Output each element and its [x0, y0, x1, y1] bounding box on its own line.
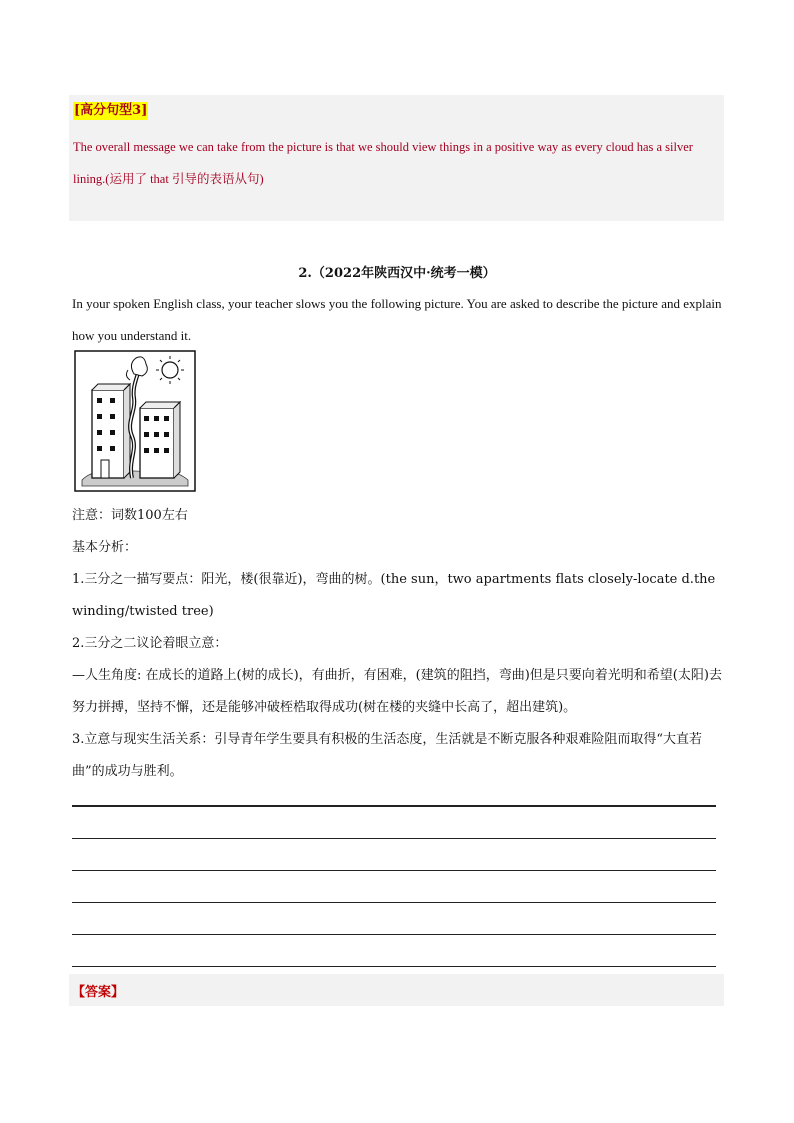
high-score-sentence-text: The overall message we can take from the picture is that we should view things in a positive way as every cloud has a silver lining.(运用了 that 引导的表语从句) — [73, 140, 693, 186]
answer-label: 【答案】 — [72, 985, 125, 1000]
answer-box — [69, 974, 724, 1006]
analysis-point-2-title: 2.三分之二议论着眼立意： — [72, 636, 228, 651]
question-heading: 2.（2022年陕西汉中·统考一模） — [298, 266, 496, 281]
writing-line[interactable] — [72, 871, 716, 903]
writing-line[interactable] — [72, 807, 716, 839]
analysis-title: 基本分析： — [72, 540, 138, 555]
word-count-note: 注意：词数100左右 — [72, 508, 188, 523]
analysis-point-2-text: —人生角度: 在成长的道路上(树的成长)，有曲折，有困难，(建筑的阻挡，弯曲)但是只要向着光明和希望(太阳)去努力拼搏，坚持不懈，还是能够冲破桎梏取得成功(树在楼的夹缝中长高了，超出建筑)。 — [72, 668, 722, 715]
high-score-sentence-box — [69, 95, 724, 221]
writing-line[interactable] — [72, 935, 716, 967]
question-intro: In your spoken English class, your teacher slows you the following picture. You are asked to describe the picture and explain how you understand it. — [72, 296, 722, 343]
analysis-point-3: 3.立意与现实生活关系：引导青年学生要具有积极的生活态度，生活就是不断克服各种艰难险阻而取得“大直若曲”的成功与胜利。 — [72, 732, 703, 779]
high-score-sentence-title: [高分句型3] — [74, 103, 148, 118]
writing-line[interactable] — [72, 839, 716, 871]
tree-between-buildings-illustration — [74, 350, 196, 492]
writing-lines[interactable] — [72, 805, 716, 967]
analysis-point-1: 1.三分之一描写要点：阳光，楼(很靠近)，弯曲的树。(the sun，two apartments flats closely-locate d.the winding/twisted tree) — [72, 572, 716, 619]
analysis-section — [72, 500, 727, 788]
writing-line[interactable] — [72, 903, 716, 935]
